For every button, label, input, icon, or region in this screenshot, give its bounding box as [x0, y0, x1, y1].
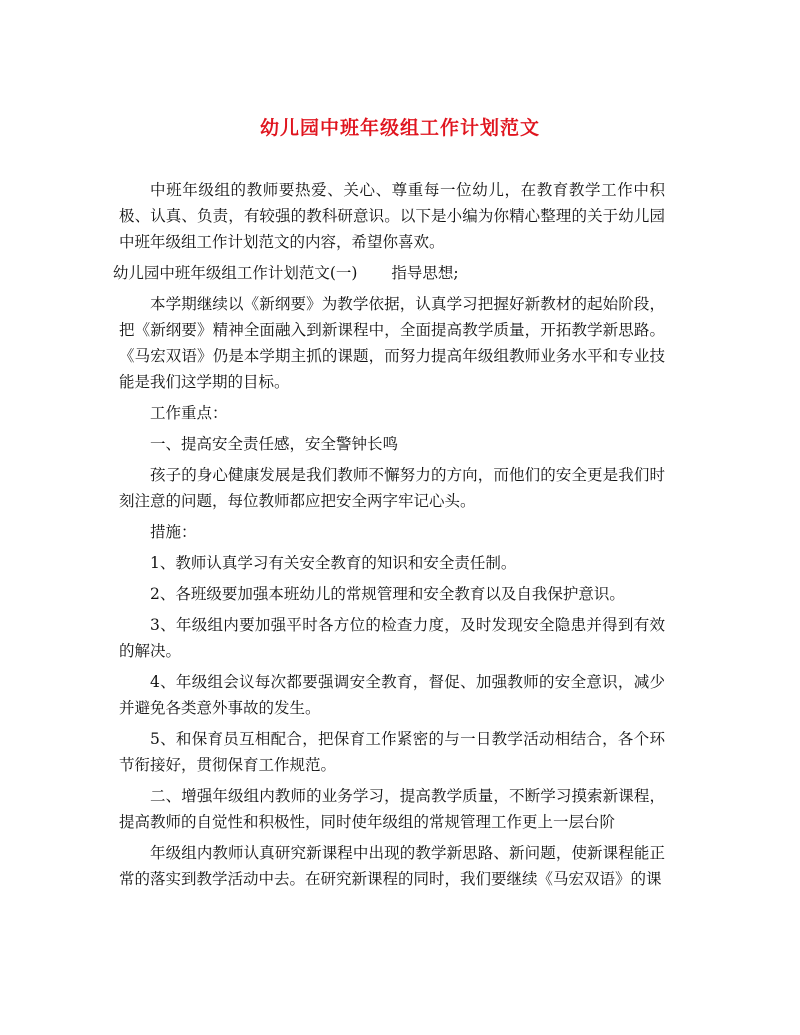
section-heading — [112, 260, 665, 286]
measure-item-2: 2、各班级要加强本班幼儿的常规管理和安全教育以及自我保护意识。 — [150, 585, 625, 603]
point-one-paragraph: 孩子的身心健康发展是我们教师不懈努力的方向，而他们的安全更是我们时刻注意的问题，每位教师都应把安全两字牢记心头。 — [119, 466, 665, 510]
guiding-paragraph: 本学期继续以《新纲要》为教学依据，认真学习把握好新教材的起始阶段，把《新纲要》精神全面融入到新课程中，全面提高教学质量，开拓教学新思路。《马宏双语》仍是本学期主抓的课题，而努力提高年级组教师业务水平和专业技能是我们这学期的目标。 — [119, 295, 665, 391]
measure-item-1: 1、教师认真学习有关安全教育的知识和安全责任制。 — [150, 554, 517, 572]
point-one-heading: 一、提高安全责任感，安全警钟长鸣 — [150, 435, 399, 453]
document-title: 幼儿园中班年级组工作计划范文 — [259, 117, 540, 139]
measures-label: 措施： — [150, 523, 197, 541]
measure-item-3: 3、年级组内要加强平时各方位的检查力度，及时发现安全隐患并得到有效的解决。 — [119, 616, 665, 660]
section-heading-sub: 指导思想; — [391, 264, 459, 282]
measure-item-4: 4、年级组会议每次都要强调安全教育，督促、加强教师的安全意识，减少并避免各类意外事故的发生。 — [119, 673, 665, 717]
section-heading-label: 幼儿园中班年级组工作计划范文(一) — [112, 264, 358, 282]
intro-paragraph: 中班年级组的教师要热爱、关心、尊重每一位幼儿，在教育教学工作中积极、认真、负责，有较强的教科研意识。以下是小编为你精心整理的关于幼儿园中班年级组工作计划范文的内容，希望你喜欢。 — [119, 181, 665, 251]
work-focus-label: 工作重点： — [150, 404, 228, 422]
document-body — [112, 177, 665, 897]
measure-item-5: 5、和保育员互相配合，把保育工作紧密的与一日教学活动相结合，各个环节衔接好，贯彻保育工作规范。 — [119, 730, 665, 774]
point-two-paragraph: 年级组内教师认真研究新课程中出现的教学新思路、新问题，使新课程能正常的落实到教学活动中去。在研究新课程的同时，我们要继续《马宏双语》的课 — [119, 844, 665, 888]
point-two-heading: 二、增强年级组内教师的业务学习，提高教学质量，不断学习摸索新课程，提高教师的自觉性和积极性，同时使年级组的常规管理工作更上一层台阶 — [119, 787, 665, 831]
